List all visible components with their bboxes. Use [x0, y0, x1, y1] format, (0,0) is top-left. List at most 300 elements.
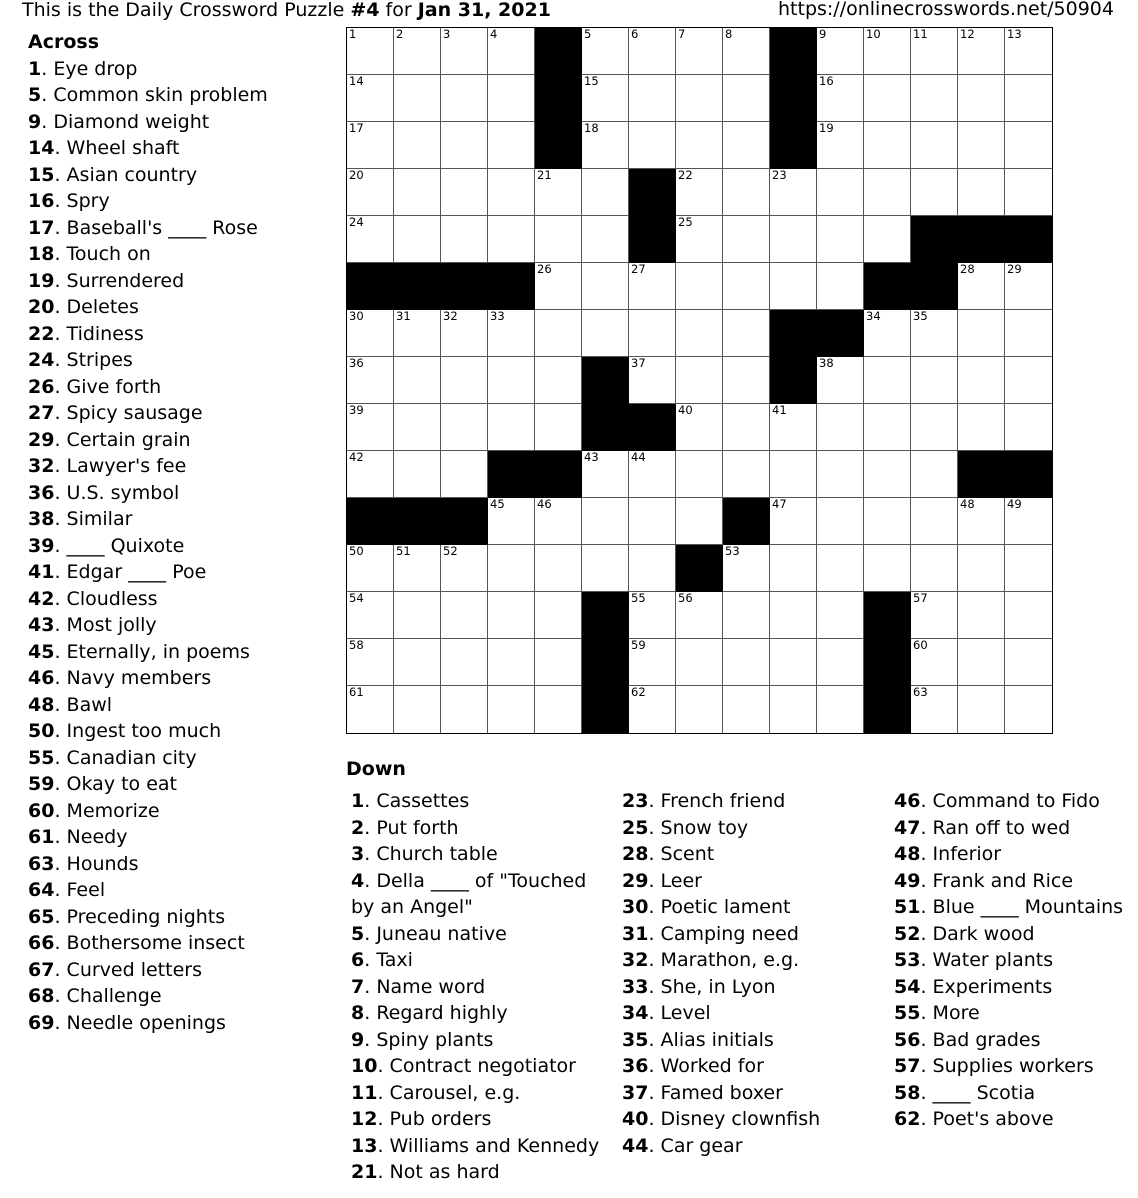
grid-cell[interactable] [488, 639, 535, 686]
grid-cell[interactable] [958, 263, 1005, 310]
puzzle-header [22, 0, 551, 21]
grid-cell[interactable] [394, 639, 441, 686]
grid-cell[interactable] [488, 404, 535, 451]
across-clue[interactable]: 61. Needy [28, 826, 128, 848]
grid-cell[interactable] [911, 639, 958, 686]
grid-cell[interactable] [535, 357, 582, 404]
grid-cell[interactable] [488, 122, 535, 169]
grid-cell[interactable] [1005, 498, 1052, 545]
grid-cell[interactable] [488, 28, 535, 75]
down-clue[interactable]: 37. Famed boxer [622, 1081, 783, 1104]
down-clue[interactable]: 51. Blue ____ Mountains [894, 896, 1124, 918]
down-clue[interactable]: 4. Della ____ of "Touched [351, 869, 587, 892]
cell-number: 54 [349, 591, 364, 605]
grid-cell[interactable] [864, 310, 911, 357]
grid-cell[interactable] [629, 122, 676, 169]
grid-cell[interactable] [911, 498, 958, 545]
grid-cell[interactable] [535, 498, 582, 545]
grid-cell[interactable] [441, 451, 488, 498]
down-clue[interactable]: 12. Pub orders [351, 1108, 492, 1130]
clue-text: Cloudless [66, 587, 158, 610]
grid-cell[interactable] [676, 28, 723, 75]
grid-cell[interactable] [535, 639, 582, 686]
down-clue[interactable]: 34. Level [622, 1002, 711, 1024]
cell-number: 1 [349, 27, 357, 41]
grid-cell[interactable] [676, 686, 723, 733]
grid-cell[interactable] [582, 216, 629, 263]
grid-cell[interactable] [629, 545, 676, 592]
grid-cell[interactable] [723, 263, 770, 310]
grid-cell[interactable] [394, 169, 441, 216]
grid-cell[interactable] [864, 404, 911, 451]
grid-cell[interactable] [347, 451, 394, 498]
grid-cell[interactable] [676, 216, 723, 263]
grid-cell[interactable] [817, 75, 864, 122]
across-clue[interactable]: 63. Hounds [28, 852, 139, 875]
grid-cell[interactable] [676, 75, 723, 122]
grid-cell[interactable] [1005, 310, 1052, 357]
grid-cell[interactable] [629, 357, 676, 404]
across-clue[interactable]: 50. Ingest too much [28, 720, 222, 742]
grid-cell[interactable] [676, 263, 723, 310]
grid-cell[interactable] [582, 122, 629, 169]
down-clue[interactable]: 11. Carousel, e.g. [351, 1081, 521, 1104]
grid-cell[interactable] [394, 310, 441, 357]
down-clue[interactable]: 46. Command to Fido [894, 790, 1100, 812]
grid-cell[interactable] [817, 263, 864, 310]
grid-cell[interactable] [911, 357, 958, 404]
clue-number: 63 [28, 852, 55, 875]
down-clue[interactable]: 36. Worked for [622, 1055, 764, 1077]
grid-cell[interactable] [535, 545, 582, 592]
cell-number: 16 [819, 74, 834, 88]
across-clue[interactable]: 5. Common skin problem [28, 84, 268, 106]
grid-cell[interactable] [441, 639, 488, 686]
grid-cell[interactable] [394, 122, 441, 169]
grid-cell[interactable] [488, 592, 535, 639]
across-clue[interactable]: 20. Deletes [28, 296, 139, 318]
down-clue[interactable]: 25. Snow toy [622, 816, 749, 839]
down-clue[interactable]: 56. Bad grades [894, 1028, 1041, 1051]
across-clue[interactable]: 38. Similar [28, 508, 133, 530]
grid-cell[interactable] [817, 451, 864, 498]
grid-cell[interactable] [1005, 686, 1052, 733]
grid-cell[interactable] [1005, 122, 1052, 169]
grid-cell[interactable] [676, 639, 723, 686]
down-clue[interactable]: 53. Water plants [894, 949, 1054, 971]
grid-cell[interactable] [347, 545, 394, 592]
across-clue[interactable]: 48. Bawl [28, 693, 113, 716]
grid-cell[interactable] [582, 169, 629, 216]
grid-cell[interactable] [958, 169, 1005, 216]
grid-cell[interactable] [441, 545, 488, 592]
grid-cell[interactable] [958, 404, 1005, 451]
grid-cell[interactable] [817, 404, 864, 451]
grid-cell[interactable] [911, 451, 958, 498]
grid-cell[interactable] [1005, 263, 1052, 310]
across-clue[interactable]: 36. U.S. symbol [28, 481, 180, 504]
grid-cell[interactable] [723, 169, 770, 216]
across-clue[interactable]: 32. Lawyer's fee [28, 455, 187, 477]
down-clue[interactable]: 40. Disney clownfish [622, 1108, 821, 1130]
grid-cell[interactable] [770, 216, 817, 263]
grid-cell[interactable] [1005, 639, 1052, 686]
grid-cell[interactable] [582, 75, 629, 122]
across-clue[interactable]: 27. Spicy sausage [28, 402, 203, 424]
grid-cell[interactable] [958, 498, 1005, 545]
grid-cell[interactable] [770, 498, 817, 545]
grid-cell[interactable] [347, 169, 394, 216]
grid-cell[interactable] [1005, 545, 1052, 592]
grid-cell[interactable] [441, 28, 488, 75]
grid-cell[interactable] [911, 686, 958, 733]
down-clue[interactable]: 1. Cassettes [351, 790, 470, 812]
down-clue[interactable]: 31. Camping need [622, 922, 799, 945]
grid-cell[interactable] [911, 592, 958, 639]
grid-cell[interactable] [347, 122, 394, 169]
grid-cell[interactable] [347, 310, 394, 357]
grid-cell[interactable] [629, 451, 676, 498]
down-clue[interactable]: 33. She, in Lyon [622, 975, 776, 998]
clue-number: 61 [28, 826, 55, 848]
across-clue[interactable]: 45. Eternally, in poems [28, 640, 250, 663]
grid-cell[interactable] [1005, 357, 1052, 404]
grid-cell[interactable] [347, 216, 394, 263]
grid-cell[interactable] [676, 498, 723, 545]
grid-cell[interactable] [394, 75, 441, 122]
down-clue[interactable]: 5. Juneau native [351, 922, 507, 945]
grid-cell[interactable] [1005, 404, 1052, 451]
across-clue[interactable]: 68. Challenge [28, 985, 162, 1007]
across-clue[interactable]: 29. Certain grain [28, 428, 191, 451]
grid-cell[interactable] [441, 357, 488, 404]
grid-cell[interactable] [817, 592, 864, 639]
grid-cell[interactable] [723, 216, 770, 263]
grid-cell[interactable] [958, 28, 1005, 75]
clue-text: Pub orders [389, 1108, 492, 1130]
down-clue[interactable]: 29. Leer [622, 869, 702, 892]
grid-cell[interactable] [911, 545, 958, 592]
grid-cell[interactable] [441, 310, 488, 357]
grid-cell[interactable] [347, 592, 394, 639]
across-clue[interactable]: 46. Navy members [28, 667, 212, 689]
grid-cell[interactable] [488, 357, 535, 404]
clue-text: Most jolly [66, 614, 157, 636]
grid-cell[interactable] [629, 28, 676, 75]
grid-cell[interactable] [629, 263, 676, 310]
grid-cell[interactable] [911, 169, 958, 216]
grid-cell[interactable] [441, 169, 488, 216]
clue-text: Spicy sausage [66, 402, 203, 424]
clue-number: 3 [351, 843, 365, 865]
grid-cell[interactable] [488, 498, 535, 545]
down-clue[interactable]: 62. Poet's above [894, 1108, 1054, 1130]
grid-cell[interactable] [441, 592, 488, 639]
grid-cell[interactable] [864, 357, 911, 404]
clue-text: Car gear [660, 1134, 743, 1157]
clue-text: Certain grain [66, 428, 191, 451]
grid-cell[interactable] [629, 592, 676, 639]
grid-cell[interactable] [441, 404, 488, 451]
grid-cell[interactable] [817, 169, 864, 216]
grid-cell[interactable] [723, 357, 770, 404]
grid-cell[interactable] [582, 28, 629, 75]
across-clue[interactable]: 19. Surrendered [28, 269, 185, 292]
across-clue[interactable]: 55. Canadian city [28, 746, 197, 769]
grid-cell[interactable] [488, 686, 535, 733]
clue-text: Baseball's ____ Rose [66, 216, 258, 239]
across-clue[interactable]: 22. Tidiness [28, 322, 144, 345]
down-clue[interactable]: 52. Dark wood [894, 922, 1035, 945]
grid-cell[interactable] [958, 592, 1005, 639]
grid-cell[interactable] [347, 639, 394, 686]
down-clue[interactable]: 48. Inferior [894, 843, 1002, 865]
grid-cell[interactable] [535, 263, 582, 310]
clue-text: Not as hard [389, 1161, 500, 1183]
grid-cell[interactable] [911, 310, 958, 357]
grid-cell[interactable] [723, 310, 770, 357]
grid-cell[interactable] [347, 357, 394, 404]
across-clue[interactable]: 42. Cloudless [28, 587, 158, 610]
down-clue[interactable] [351, 894, 599, 921]
across-clue[interactable]: 9. Diamond weight [28, 110, 210, 133]
black-square [582, 592, 629, 639]
down-clue[interactable]: 32. Marathon, e.g. [622, 949, 800, 971]
down-clue[interactable]: 44. Car gear [622, 1134, 743, 1157]
across-clue[interactable]: 26. Give forth [28, 375, 162, 398]
grid-cell[interactable] [723, 639, 770, 686]
grid-cell[interactable] [629, 75, 676, 122]
across-clue[interactable]: 15. Asian country [28, 163, 198, 186]
grid-cell[interactable] [394, 686, 441, 733]
cell-number: 48 [960, 497, 975, 511]
grid-cell[interactable] [864, 169, 911, 216]
grid-cell[interactable] [629, 686, 676, 733]
grid-cell[interactable] [1005, 169, 1052, 216]
grid-cell[interactable] [817, 639, 864, 686]
grid-cell[interactable] [723, 686, 770, 733]
grid-cell[interactable] [394, 404, 441, 451]
grid-cell[interactable] [958, 75, 1005, 122]
grid-cell[interactable] [441, 686, 488, 733]
grid-cell[interactable] [676, 451, 723, 498]
grid-cell[interactable] [723, 404, 770, 451]
clue-number: 1 [28, 57, 42, 80]
grid-cell[interactable] [535, 310, 582, 357]
grid-cell[interactable] [347, 404, 394, 451]
crossword-grid [346, 27, 1053, 734]
grid-cell[interactable] [535, 592, 582, 639]
grid-cell[interactable] [582, 451, 629, 498]
down-clue[interactable]: 23. French friend [622, 790, 786, 812]
down-clue[interactable]: 10. Contract negotiator [351, 1055, 576, 1077]
grid-cell[interactable] [770, 592, 817, 639]
grid-cell[interactable] [441, 216, 488, 263]
clue-number: 10 [351, 1055, 378, 1077]
grid-cell[interactable] [582, 310, 629, 357]
grid-cell[interactable] [864, 28, 911, 75]
grid-cell[interactable] [535, 216, 582, 263]
grid-cell[interactable] [770, 263, 817, 310]
across-clue[interactable]: 39. ____ Quixote [28, 534, 185, 557]
grid-cell[interactable] [535, 404, 582, 451]
grid-cell[interactable] [347, 28, 394, 75]
grid-cell[interactable] [958, 122, 1005, 169]
across-clue[interactable]: 67. Curved letters [28, 958, 202, 981]
grid-cell[interactable] [770, 169, 817, 216]
down-clue[interactable]: 47. Ran off to wed [894, 816, 1071, 839]
clue-text: U.S. symbol [66, 481, 180, 504]
down-clue[interactable]: 58. ____ Scotia [894, 1081, 1036, 1104]
down-clue[interactable]: 9. Spiny plants [351, 1028, 494, 1051]
grid-cell[interactable] [864, 498, 911, 545]
cell-number: 27 [631, 262, 646, 276]
across-clue[interactable]: 65. Preceding nights [28, 905, 226, 928]
across-clue[interactable]: 69. Needle openings [28, 1011, 226, 1034]
grid-cell[interactable] [911, 28, 958, 75]
down-clue[interactable]: 35. Alias initials [622, 1028, 774, 1051]
grid-cell[interactable] [958, 639, 1005, 686]
grid-cell[interactable] [347, 686, 394, 733]
down-clue[interactable]: 28. Scent [622, 843, 715, 865]
grid-cell[interactable] [817, 545, 864, 592]
grid-cell[interactable] [723, 451, 770, 498]
grid-cell[interactable] [1005, 28, 1052, 75]
clue-number: 65 [28, 905, 55, 928]
grid-cell[interactable] [911, 75, 958, 122]
grid-cell[interactable] [394, 357, 441, 404]
grid-cell[interactable] [535, 686, 582, 733]
grid-cell[interactable] [817, 28, 864, 75]
cell-number: 59 [631, 638, 646, 652]
grid-cell[interactable] [676, 404, 723, 451]
across-clue[interactable]: 17. Baseball's ____ Rose [28, 216, 258, 239]
black-square [535, 28, 582, 75]
source-url[interactable]: https://onlinecrosswords.net/50904 [778, 0, 1114, 20]
grid-cell[interactable] [958, 357, 1005, 404]
black-square [864, 263, 911, 310]
grid-cell[interactable] [535, 169, 582, 216]
grid-cell[interactable] [1005, 75, 1052, 122]
clue-text: Spry [66, 190, 110, 212]
across-clue[interactable]: 24. Stripes [28, 349, 133, 371]
grid-cell[interactable] [488, 216, 535, 263]
down-clue[interactable]: 3. Church table [351, 843, 498, 865]
grid-cell[interactable] [770, 686, 817, 733]
grid-cell[interactable] [770, 451, 817, 498]
grid-cell[interactable] [817, 498, 864, 545]
grid-cell[interactable] [582, 545, 629, 592]
grid-cell[interactable] [629, 498, 676, 545]
grid-cell[interactable] [817, 216, 864, 263]
cell-number: 7 [678, 27, 686, 41]
grid-cell[interactable] [347, 75, 394, 122]
grid-cell[interactable] [676, 310, 723, 357]
grid-cell[interactable] [629, 639, 676, 686]
grid-cell[interactable] [441, 75, 488, 122]
across-clue[interactable]: 43. Most jolly [28, 614, 157, 636]
grid-cell[interactable] [864, 75, 911, 122]
grid-cell[interactable] [864, 122, 911, 169]
down-clue[interactable]: 49. Frank and Rice [894, 869, 1074, 892]
cell-number: 38 [819, 356, 834, 370]
grid-cell[interactable] [723, 545, 770, 592]
grid-cell[interactable] [394, 216, 441, 263]
grid-cell[interactable] [1005, 592, 1052, 639]
grid-cell[interactable] [582, 263, 629, 310]
across-clue[interactable]: 59. Okay to eat [28, 773, 177, 795]
down-clue[interactable]: 21. Not as hard [351, 1161, 500, 1183]
grid-cell[interactable] [723, 75, 770, 122]
down-clue[interactable]: 7. Name word [351, 975, 486, 998]
grid-cell[interactable] [911, 404, 958, 451]
grid-cell[interactable] [441, 122, 488, 169]
grid-cell[interactable] [394, 592, 441, 639]
grid-cell[interactable] [676, 592, 723, 639]
down-clue[interactable]: 8. Regard highly [351, 1002, 508, 1024]
grid-cell[interactable] [770, 404, 817, 451]
grid-cell[interactable] [770, 639, 817, 686]
grid-cell[interactable] [676, 169, 723, 216]
grid-cell[interactable] [488, 75, 535, 122]
clue-text: Similar [66, 508, 133, 530]
grid-cell[interactable] [864, 216, 911, 263]
grid-cell[interactable] [723, 122, 770, 169]
across-clue[interactable]: 64. Feel [28, 879, 106, 901]
grid-cell[interactable] [864, 545, 911, 592]
across-clue[interactable]: 66. Bothersome insect [28, 932, 245, 954]
grid-cell[interactable] [676, 357, 723, 404]
grid-cell[interactable] [488, 169, 535, 216]
across-clue[interactable]: 1. Eye drop [28, 57, 138, 80]
down-clue[interactable]: 55. More [894, 1002, 980, 1024]
grid-cell[interactable] [723, 28, 770, 75]
cell-number: 55 [631, 591, 646, 605]
across-clue[interactable]: 16. Spry [28, 190, 110, 212]
down-clue[interactable]: 54. Experiments [894, 975, 1053, 998]
across-clue[interactable]: 41. Edgar ____ Poe [28, 561, 207, 583]
down-clue[interactable]: 6. Taxi [351, 949, 413, 971]
down-clue[interactable]: 30. Poetic lament [622, 896, 791, 918]
grid-cell[interactable] [864, 451, 911, 498]
grid-cell[interactable] [394, 545, 441, 592]
across-clue[interactable]: 60. Memorize [28, 799, 160, 822]
across-clue[interactable]: 14. Wheel shaft [28, 137, 180, 159]
across-clue[interactable]: 18. Touch on [28, 243, 151, 265]
grid-cell[interactable] [958, 545, 1005, 592]
grid-cell[interactable] [958, 310, 1005, 357]
grid-cell[interactable] [817, 686, 864, 733]
grid-cell[interactable] [394, 451, 441, 498]
grid-cell[interactable] [582, 498, 629, 545]
cell-number: 21 [537, 168, 552, 182]
down-clue[interactable]: 2. Put forth [351, 816, 459, 839]
down-clue[interactable]: 13. Williams and Kennedy [351, 1134, 600, 1157]
grid-cell[interactable] [958, 686, 1005, 733]
grid-cell[interactable] [629, 310, 676, 357]
grid-cell[interactable] [676, 122, 723, 169]
grid-cell[interactable] [488, 310, 535, 357]
grid-cell[interactable] [817, 122, 864, 169]
grid-cell[interactable] [723, 592, 770, 639]
cell-number: 63 [913, 685, 928, 699]
grid-cell[interactable] [911, 122, 958, 169]
down-clue[interactable]: 57. Supplies workers [894, 1055, 1094, 1077]
grid-cell[interactable] [770, 545, 817, 592]
grid-cell[interactable] [394, 28, 441, 75]
grid-cell[interactable] [817, 357, 864, 404]
grid-cell[interactable] [488, 545, 535, 592]
